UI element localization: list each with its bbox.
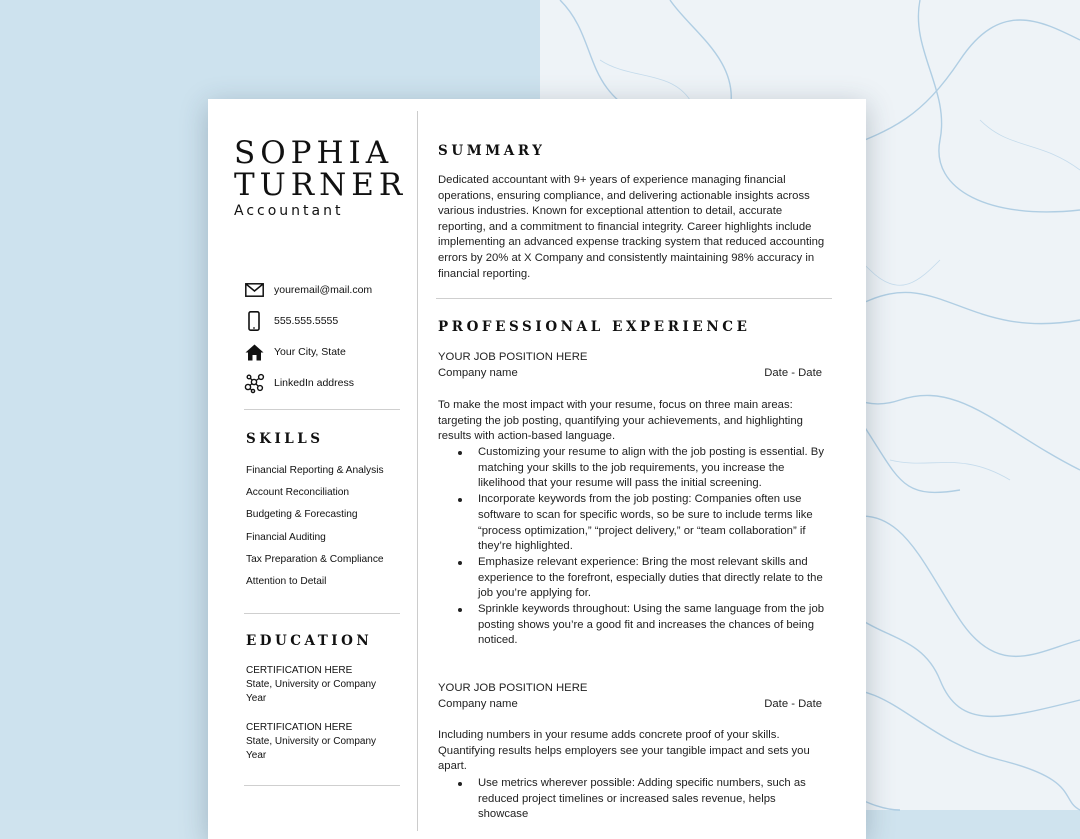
education-year: Year (246, 693, 267, 704)
skill-item: Tax Preparation & Compliance (246, 554, 384, 565)
job-position-text: YOUR JOB POSITION HERE (438, 682, 588, 694)
envelope-icon (244, 280, 264, 300)
home-icon (244, 342, 264, 362)
education-school: State, University or Company (246, 736, 377, 747)
job-intro: Including numbers in your resume adds concrete proof of your skills. Quantifying results helps employers see your tangible impact and sets you apart. (438, 729, 810, 773)
location-text: Your City, State (274, 346, 346, 358)
summary-heading: SUMMARY (438, 143, 546, 159)
company-name: Company name (438, 698, 518, 710)
bullet-item: Emphasize relevant experience: Bring the most relevant skills and experience to the forefront, especially duties that directly relate to the job you’re applying for. (456, 555, 826, 602)
contact-email (244, 279, 372, 301)
job-company-row (438, 698, 822, 710)
bullet-item: Sprinkle keywords throughout: Using the same language from the job posting shows you’re a good fit and increases the chances of being noticed. (456, 602, 826, 649)
contact-phone (244, 310, 338, 332)
resume-page (208, 99, 866, 839)
experience-heading: PROFESSIONAL EXPERIENCE (438, 319, 751, 335)
skill-item: Attention to Detail (246, 576, 327, 587)
job-company-row (438, 367, 822, 379)
bullet-item: Customizing your resume to align with the job posting is essential. By matching your skills to the job requirements, you increase the likelihood that your resume will pass the initial screening. (456, 445, 826, 492)
skill-item: Financial Auditing (246, 532, 326, 543)
job-dates: Date - Date (764, 367, 822, 379)
phone-icon (244, 311, 264, 331)
last-name: TURNER (234, 167, 408, 203)
education-year: Year (246, 750, 267, 761)
section-divider (244, 785, 400, 786)
section-divider (436, 298, 832, 299)
column-divider (417, 111, 418, 831)
candidate-name (234, 137, 407, 201)
skills-heading: SKILLS (246, 431, 324, 447)
linkedin-text: LinkedIn address (274, 377, 354, 389)
phone-text: 555.555.5555 (274, 315, 339, 327)
job-position (438, 351, 822, 363)
email-text: youremail@mail.com (274, 284, 373, 296)
skill-item: Financial Reporting & Analysis (246, 465, 384, 476)
summary-text: Dedicated accountant with 9+ years of experience managing financial operations, ensuring compliance, and delivering actionable insights across various industries. Known for exceptional attention to detail, accurate reporting, and a commitment to financial integrity. Career highlights include implementing an advanced expense tracking system that reduced accounting errors by 20% at X Company and consistently maintaining 98% accuracy in financial reporting. (438, 174, 825, 280)
company-name: Company name (438, 367, 518, 379)
education-heading: EDUCATION (246, 633, 373, 649)
job-title: Accountant (234, 203, 344, 219)
education-cert: CERTIFICATION HERE (246, 722, 353, 733)
job-position (438, 682, 822, 694)
job-dates: Date - Date (764, 698, 822, 710)
skill-item: Account Reconciliation (246, 487, 350, 498)
job-bullets (456, 445, 826, 649)
job-position-text: YOUR JOB POSITION HERE (438, 351, 588, 363)
section-divider (244, 613, 400, 614)
network-icon (244, 373, 264, 393)
contact-linkedin (244, 372, 354, 394)
job-bullets (456, 776, 826, 823)
job-intro: To make the most impact with your resume, focus on three main areas: targeting the job posting, quantifying your achievements, and highlighting results with action-based language. (438, 399, 803, 443)
education-cert: CERTIFICATION HERE (246, 665, 353, 676)
contact-location (244, 341, 346, 363)
first-name: SOPHIA (234, 135, 394, 171)
section-divider (244, 409, 400, 410)
skill-item: Budgeting & Forecasting (246, 509, 358, 520)
education-school: State, University or Company (246, 679, 377, 690)
bullet-item: Use metrics wherever possible: Adding specific numbers, such as reduced project timelines or increased sales revenue, helps showcase (456, 776, 826, 823)
bullet-item: Incorporate keywords from the job posting: Companies often use software to scan for specific words, so be sure to include terms like “process optimization,” “project delivery,” or “team collaboration” if they’re highlighted. (456, 492, 826, 555)
